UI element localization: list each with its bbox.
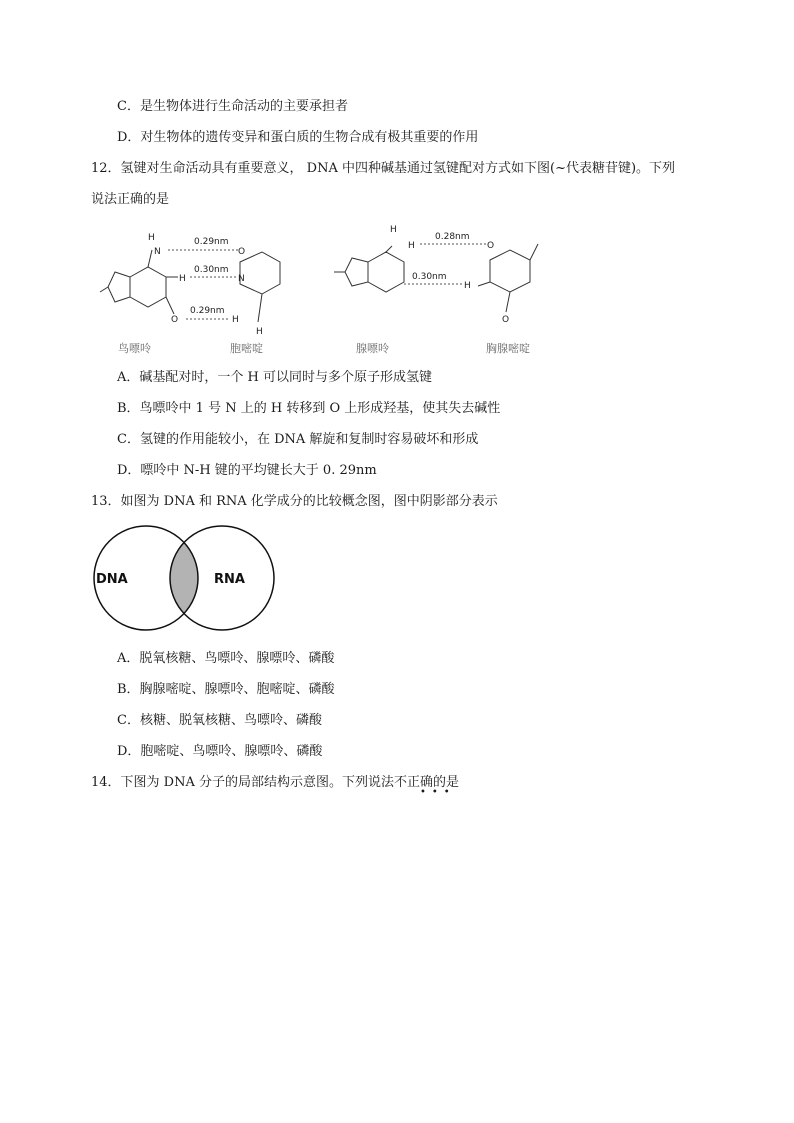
atom-o: O (238, 247, 246, 257)
venn-label-rna: RNA (214, 572, 245, 587)
atom-h: H (179, 274, 186, 284)
adenine-ring (368, 252, 404, 292)
q12-option-d: D．嘌呤中 N-H 键的平均键长大于 0. 29nm (117, 463, 377, 478)
q11-option-c: C．是生物体进行生命活动的主要承担者 (117, 99, 348, 114)
atom-n: N (154, 247, 161, 257)
atom-o: O (171, 315, 179, 325)
label-adenine: 腺嘌呤 (356, 342, 389, 355)
label-thymine: 胸腺嘧啶 (486, 342, 530, 355)
venn-label-dna: DNA (96, 572, 128, 587)
atom-h: H (232, 315, 239, 325)
q12-option-a: A．碱基配对时，一个 H 可以同时与多个原子形成氢键 (117, 370, 432, 385)
q11-option-d: D．对生物体的遗传变异和蛋白质的生物合成有极其重要的作用 (117, 130, 479, 145)
q14-stem: 14．下图为 DNA 分子的局部结构示意图。下列说法不正确的是 (91, 775, 459, 790)
atom-h: H (148, 233, 155, 243)
gc-bond-length-2: 0.30nm (194, 265, 229, 275)
base-pairing-figure (90, 222, 560, 362)
q12-option-c: C．氢键的作用能较小，在 DNA 解旋和复制时容易破坏和形成 (117, 432, 479, 447)
guanine-imidazole-ring (108, 272, 130, 302)
thymine-ring (490, 250, 530, 292)
gc-bond-length-1: 0.29nm (194, 237, 229, 247)
atom-h: H (464, 281, 471, 291)
atom-o: O (487, 241, 495, 251)
atom-h: H (408, 241, 415, 251)
q13-stem: 13．如图为 DNA 和 RNA 化学成分的比较概念图，图中阴影部分表示 (91, 494, 498, 509)
q13-option-d: D．胞嘧啶、鸟嘌呤、腺嘌呤、磷酸 (117, 744, 323, 759)
label-guanine: 鸟嘌呤 (118, 342, 151, 355)
q13-option-a: A．脱氧核糖、鸟嘌呤、腺嘌呤、磷酸 (117, 651, 335, 666)
atom-o: O (502, 315, 510, 325)
q12-option-b: B．鸟嘌呤中 1 号 N 上的 H 转移到 O 上形成羟基，使其失去碱性 (117, 401, 501, 416)
label-cytosine: 胞嘧啶 (230, 342, 263, 355)
gc-bond-length-3: 0.29nm (190, 306, 225, 316)
at-bond-length-2: 0.30nm (412, 272, 447, 282)
q13-option-c: C．核糖、脱氧核糖、鸟嘌呤、磷酸 (117, 713, 322, 728)
at-bond-length-1: 0.28nm (435, 232, 470, 242)
q12-stem-line1: 12．氢键对生命活动具有重要意义， DNA 中四种碱基通过氢键配对方式如下图(~代表糖苷键)。下列 (91, 161, 676, 176)
atom-n: N (238, 274, 245, 284)
atom-h: H (390, 225, 397, 235)
adenine-imidazole-ring (345, 258, 368, 286)
cytosine-ring (240, 252, 280, 294)
emphasis-dots: ••• (420, 787, 456, 798)
venn-diagram (90, 524, 280, 634)
q13-option-b: B．胸腺嘧啶、腺嘌呤、胞嘧啶、磷酸 (117, 682, 335, 697)
guanine-ring (130, 267, 166, 307)
q12-stem-line2: 说法正确的是 (91, 192, 170, 207)
atom-h: H (256, 327, 263, 337)
